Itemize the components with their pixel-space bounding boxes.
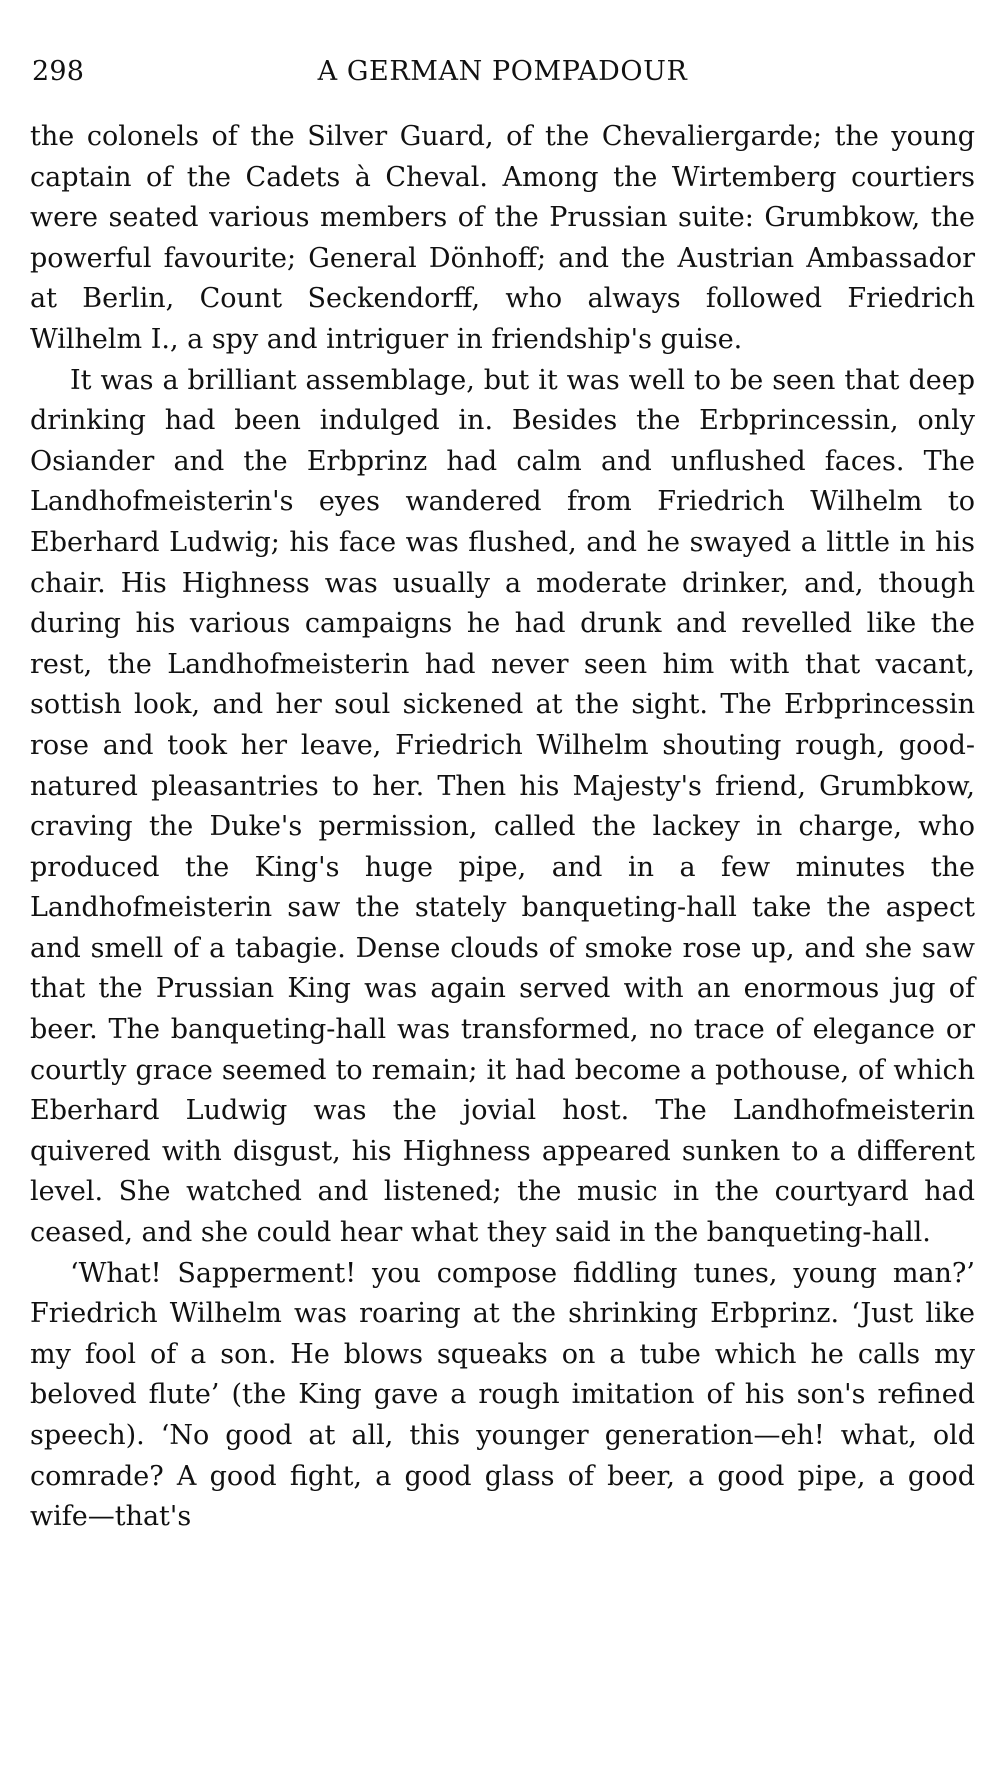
book-page: [30, 52, 975, 1538]
page-number: 298: [32, 56, 85, 87]
running-title: A GERMAN POMPADOUR: [317, 56, 688, 87]
running-head: [30, 52, 975, 92]
body-text: [30, 117, 975, 1538]
paragraph-2: It was a brilliant assemblage, but it was well to be seen that deep drinking had been indulged in. Besides the Erbprincessin, only Osiander and the Erbprinz had calm and unflushed faces. The Landhofmeisterin's eyes wandered from Friedrich Wilhelm to Eberhard Ludwig; his face was flushed, and he swayed a little in his chair. His Highness was usually a moderate drinker, and, though during his various campaigns he had drunk and revelled like the rest, the Landhofmeisterin had never seen him with that vacant, sottish look, and her soul sickened at the sight. The Erbprincessin rose and took her leave, Friedrich Wilhelm shouting rough, good-natured pleasantries to her. Then his Majesty's friend, Grumbkow, craving the Duke's permission, called the lackey in charge, who produced the King's huge pipe, and in a few minutes the Landhofmeisterin saw the stately banqueting-hall take the aspect and smell of a tabagie. Dense clouds of smoke rose up, and she saw that the Prussian King was again served with an enormous jug of beer. The banqueting-hall was transformed, no trace of elegance or courtly grace seemed to remain; it had become a pothouse, of which Eberhard Ludwig was the jovial host. The Landhofmeisterin quivered with disgust, his Highness appeared sunken to a different level. She watched and listened; the music in the courtyard had ceased, and she could hear what they said in the banqueting-hall.: [30, 364, 975, 1249]
paragraph-1: the colonels of the Silver Guard, of the Chevaliergarde; the young captain of the Cadets à Cheval. Among the Wirtemberg courtiers were seated various members of the Prussian suite: Grumbkow, the powerful favourite; General Dönhoff; and the Austrian Ambassador at Berlin, Count Seckendorff, who always followed Friedrich Wilhelm I., a spy and intriguer in friendship's guise.: [30, 121, 975, 355]
paragraph-3: ‘What! Sapperment! you compose fiddling tunes, young man?’ Friedrich Wilhelm was roaring at the shrinking Erbprinz. ‘Just like my fool of a son. He blows squeaks on a tube which he calls my beloved flute’ (the King gave a rough imitation of his son's refined speech). ‘No good at all, this younger generation—eh! what, old comrade? A good fight, a good glass of beer, a good pipe, a good wife—that's: [30, 1257, 975, 1533]
